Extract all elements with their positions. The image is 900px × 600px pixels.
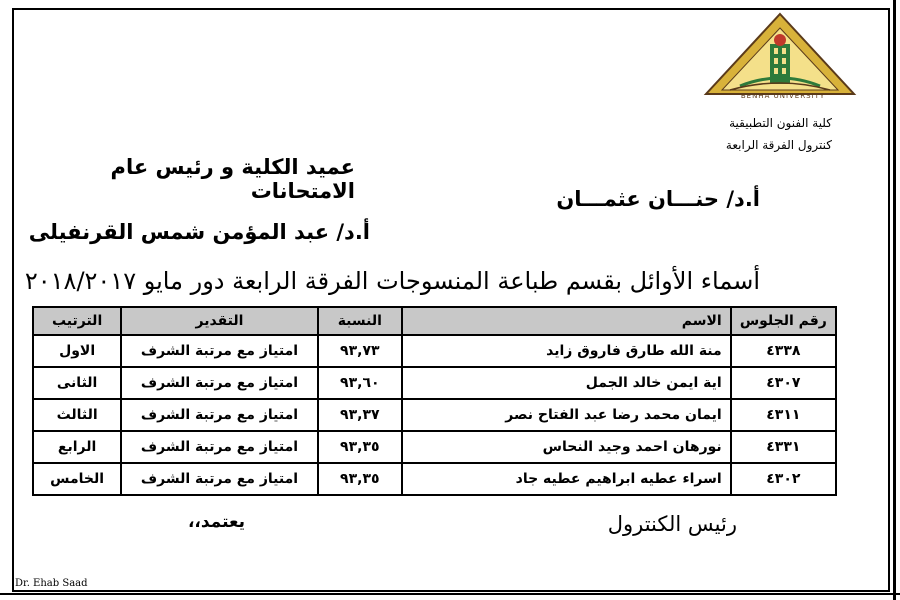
rank-cell: الاول: [33, 335, 121, 367]
results-table: [32, 306, 837, 496]
grade-cell: امتياز مع مرتبة الشرف: [121, 431, 317, 463]
percent-cell: ٩٣,٧٣: [318, 335, 402, 367]
name-cell: اية ايمن خالد الجمل: [402, 367, 731, 399]
name-cell: منة الله طارق فاروق زايد: [402, 335, 731, 367]
header-percent: النسبة: [318, 307, 402, 335]
approved-label: يعتمد،،: [187, 512, 245, 532]
table-row: [33, 463, 836, 495]
grade-cell: امتياز مع مرتبة الشرف: [121, 463, 317, 495]
dean-title: عميد الكلية و رئيس عام الامتحانات: [110, 155, 355, 203]
percent-cell: ٩٣,٣٥: [318, 431, 402, 463]
grade-cell: امتياز مع مرتبة الشرف: [121, 367, 317, 399]
header-name: الاسم: [402, 307, 731, 335]
faculty-name: كلية الفنون التطبيقية: [729, 116, 832, 130]
author-credit: Dr. Ehab Saad: [15, 578, 88, 589]
percent-cell: ٩٣,٣٥: [318, 463, 402, 495]
grade-cell: امتياز مع مرتبة الشرف: [121, 399, 317, 431]
table-row: [33, 367, 836, 399]
seat-cell: ٤٣٠٧: [731, 367, 836, 399]
control-head-label: رئيس الكنترول: [607, 512, 737, 536]
name-cell: اسراء عطيه ابراهيم عطيه جاد: [402, 463, 731, 495]
rank-cell: الرابع: [33, 431, 121, 463]
border-right-edge: [893, 0, 896, 600]
border-bottom-edge: [0, 593, 900, 595]
seat-cell: ٤٣٣١: [731, 431, 836, 463]
control-name: كنترول الفرقة الرابعة: [725, 138, 832, 152]
table-row: [33, 431, 836, 463]
header-seat: رقم الجلوس: [731, 307, 836, 335]
rank-cell: الثالث: [33, 399, 121, 431]
percent-cell: ٩٣,٣٧: [318, 399, 402, 431]
table-header-row: [33, 307, 836, 335]
faculty-block: [726, 112, 832, 156]
control-head-name: أ.د/ عبد المؤمن شمس القرنفيلى: [28, 220, 370, 244]
rank-cell: الخامس: [33, 463, 121, 495]
table-row: [33, 335, 836, 367]
university-logo: [700, 10, 860, 102]
seat-cell: ٤٣٣٨: [731, 335, 836, 367]
seat-cell: ٤٣١١: [731, 399, 836, 431]
header-rank: الترتيب: [33, 307, 121, 335]
grade-cell: امتياز مع مرتبة الشرف: [121, 335, 317, 367]
table-row: [33, 399, 836, 431]
dean-name: أ.د/ حنـــان عثمـــان: [556, 187, 760, 211]
logo-caption: BENHA UNIVERSITY: [740, 92, 826, 100]
seat-cell: ٤٣٠٢: [731, 463, 836, 495]
header-grade: التقدير: [121, 307, 317, 335]
name-cell: نورهان احمد وجيد النحاس: [402, 431, 731, 463]
list-title: أسماء الأوائل بقسم طباعة المنسوجات الفرقة الرابعة دور مايو ٢٠١٨/٢٠١٧: [24, 267, 760, 295]
name-cell: ايمان محمد رضا عبد الفتاح نصر: [402, 399, 731, 431]
rank-cell: الثانى: [33, 367, 121, 399]
percent-cell: ٩٣,٦٠: [318, 367, 402, 399]
